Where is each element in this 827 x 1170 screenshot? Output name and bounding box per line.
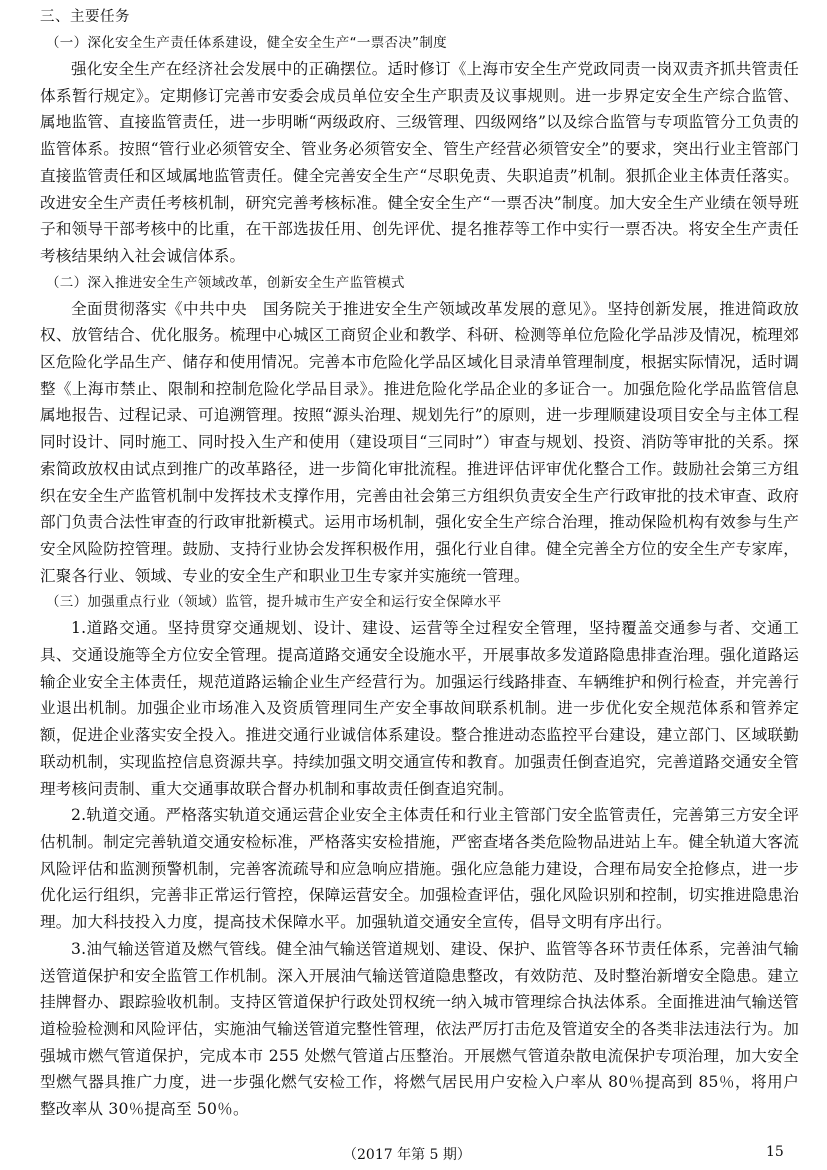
paragraph: 1.道路交通。坚持贯穿交通规划、设计、建设、运营等全过程安全管理，坚持覆盖交通参与者、交通工具、交通设施等全方位安全管理。提高道路交通安全设施水平，开展事故多发道路隐患排查治理。强化道路运输企业安全主体责任，规范道路运输企业生产经营行为。加强运行线路排查、车辆维护和例行检查，并完善行业退出机制。加强企业市场准入及资质管理同生产安全事故间联系机制。进一步优化安全规范体系和管养定额，促进企业落实安全投入。推进交通行业诚信体系建设。整合推进动态监控平台建设，建立部门、区域联勤联动机制，实现监控信息资源共享。持续加强文明交通宣传和教育。加强责任倒查追究，完善道路交通安全管理考核问责制、重大交通事故联合督办机制和事故责任倒查追究制。 (40, 619, 799, 798)
paragraph: 强化安全生产在经济社会发展中的正确摆位。适时修订《上海市安全生产党政同责一岗双责齐抓共管责任体系暂行规定》。定期修订完善市安委会成员单位安全生产职责及议事规则。进一步界定安全生产综合监管、属地监管、直接监管责任，进一步明晰“两级政府、三级管理、四级网络”以及综合监管与专项监管分工负责的监管体系。按照“管行业必须管安全、管业务必须管安全、管生产经营必须管安全”的要求，突出行业主管部门直接监管责任和区域属地监管责任。健全完善安全生产“尽职免责、失职追责”机制。狠抓企业主体责任落实。改进安全生产责任考核机制，研究完善考核标准。健全安全生产“一票否决”制度。加大安全生产业绩在领导班子和领导干部考核中的比重，在干部选拔任用、创先评优、提名推荐等工作中实行一票否决。将安全生产责任考核结果纳入社会诚信体系。 (40, 60, 799, 265)
issue-label: （2017 年第 5 期） (343, 1147, 471, 1163)
section-heading: 三、主要任务 (40, 9, 130, 25)
page-footer (0, 1140, 827, 1166)
paragraph: 2.轨道交通。严格落实轨道交通运营企业安全主体责任和行业主管部门安全监管责任，完善第三方安全评估机制。制定完善轨道交通安检标准，严格落实安检措施，严密查堵各类危险物品进站上车。健全轨道大客流风险评估和监测预警机制，完善客流疏导和应急响应措施。强化应急能力建设，合理布局安全抢修点，进一步优化运行组织，完善非正常运行管控，保障运营安全。加强检查评估，强化风险识别和控制，切实推进隐患治理。加大科技投入力度，提高技术保障水平。加强轨道交通安全宣传，倡导文明有序出行。 (40, 806, 799, 932)
subsection-title-3: （三）加强重点行业（领域）监管，提升城市生产安全和运行安全保障水平 (46, 594, 502, 611)
paragraph: 3.油气输送管道及燃气管线。健全油气输送管道规划、建设、保护、监管等各环节责任体系，完善油气输送管道保护和安全监管工作机制。深入开展油气输送管道隐患整改，有效防范、及时整治新增安全隐患。建立挂牌督办、跟踪验收机制。支持区管道保护行政处罚权统一纳入城市管理综合执法体系。全面推进油气输送管道检验检测和风险评估，实施油气输送管道完整性管理，依法严厉打击危及管道安全的各类非法违法行为。加强城市燃气管道保护，完成本市 255 处燃气管道占压整治。开展燃气管道杂散电流保护专项治理，加大安全型燃气器具推广力度，进一步强化燃气安检工作，将燃气居民用户安检入户率从 80％提高到 85％，将用户整改率从 30％提高至 50％。 (40, 939, 799, 1119)
subsection-title-1: （一）深化安全生产责任体系建设，健全安全生产“一票否决”制度 (46, 35, 447, 51)
subsection-title-2: （二）深入推进安全生产领域改革，创新安全生产监管模式 (46, 274, 405, 291)
paragraph: 全面贯彻落实《中共中央 国务院关于推进安全生产领域改革发展的意见》。坚持创新发展，推进简政放权、放管结合、优化服务。梳理中心城区工商贸企业和教学、科研、检测等单位危险化学品涉及情况，梳理郊区危险化学品生产、储存和使用情况。完善本市危险化学品区域化目录清单管理制度，根据实际情况，适时调整《上海市禁止、限制和控制危险化学品目录》。推进危险化学品企业的多证合一。加强危险化学品监管信息属地报告、过程记录、可追溯管理。按照“源头治理、规划先行”的原则，进一步理顺建设项目安全与主体工程同时设计、同时施工、同时投入生产和使用（建设项目“三同时”）审查与规划、投资、消防等审批的关系。探索简政放权由试点到推广的改革路径，进一步简化审批流程。推进评估评审优化整合工作。鼓励社会第三方组织在安全生产监管机制中发挥技术支撑作用，完善由社会第三方组织负责安全生产行政审批的技术审查、政府部门负责合法性审查的行政审批新模式。运用市场机制，强化安全生产综合治理，推动保险机构有效参与生产安全风险防控管理。鼓励、支持行业协会发挥积极作用，强化行业自律。健全完善全方位的安全生产专家库，汇聚各行业、领域、专业的安全生产和职业卫生专家并实施统一管理。 (40, 299, 799, 585)
page-number: 15 (766, 1144, 784, 1160)
